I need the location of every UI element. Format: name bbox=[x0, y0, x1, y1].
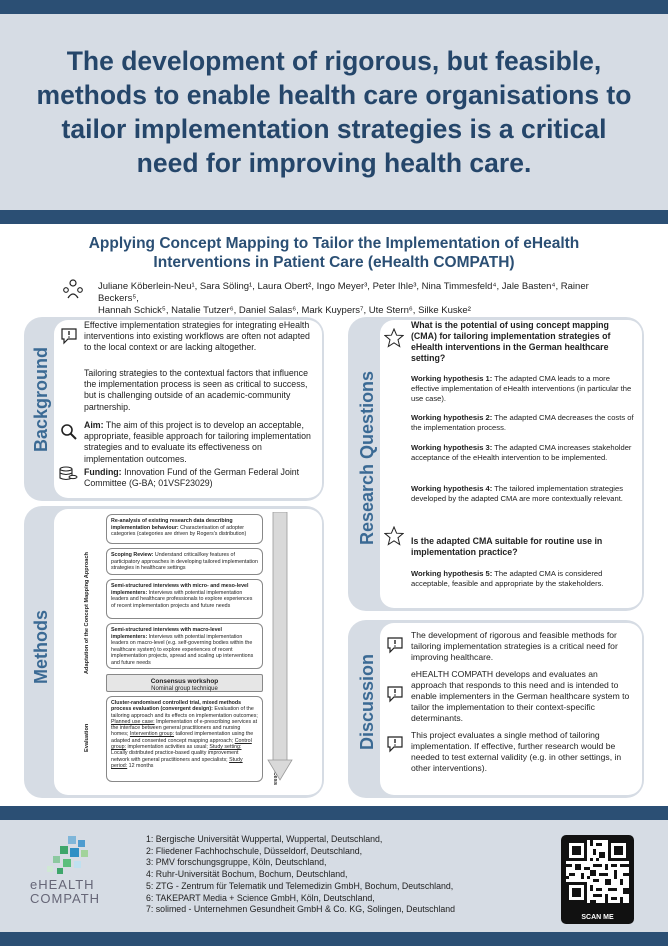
speech-bubble-icon bbox=[60, 327, 78, 345]
box1-title: Re-analysis of existing research data describing implementation behaviour: bbox=[111, 518, 233, 531]
reanalysis-box bbox=[106, 514, 263, 544]
methods-label: Methods bbox=[31, 610, 51, 684]
hypothesis-4 bbox=[411, 484, 636, 504]
divider-band bbox=[0, 210, 668, 224]
affiliations-list bbox=[146, 834, 455, 916]
consensus-workshop-box bbox=[106, 674, 263, 692]
research-question-1: What is the potential of using concept mapping (CMA) for tailoring implementation strategies of eHealth interventions in the German healthcare setting? bbox=[411, 320, 611, 363]
aim-text: The aim of this project is to develop an acceptable, appropriate, feasible approach for tailoring implementation strategies and to evaluate its effectiveness on implementation outcomes. bbox=[84, 420, 311, 464]
hypothesis-2 bbox=[411, 413, 636, 433]
star-icon bbox=[384, 526, 404, 546]
eval-text: Evaluation of the tailoring approach and its effects on implementation outcomes; bbox=[111, 706, 258, 719]
box3-text: Interviews with potential implementation leaders and healthcare professionals to explore experiences of recent implementation projects and future needs bbox=[111, 589, 253, 609]
research-question-2: Is the adapted CMA suitable for routine use in implementation practice? bbox=[411, 536, 603, 557]
background-label: Background bbox=[31, 346, 51, 452]
discussion-label: Discussion bbox=[357, 653, 377, 750]
eval-planned-text: Implementation of e-prescribing services at the interface between general practitioners and nursing homes; bbox=[111, 718, 258, 738]
hypothesis-5 bbox=[411, 569, 636, 589]
box2-text: Understand critical/key features of participatory approaches in developing tailored implementation strategies in healthcare settings bbox=[111, 552, 258, 572]
affiliation-item: 5: ZTG - Zentrum für Telematik und Telemedizin GmbH, Bochum, Deutschland, bbox=[146, 880, 454, 891]
title-line-2: Interventions in Patient Care (eHealth COMPATH) bbox=[153, 254, 515, 271]
h1-label: Working hypothesis 1: bbox=[411, 374, 493, 383]
speech-bubble-icon bbox=[386, 685, 404, 703]
hypothesis-1 bbox=[411, 374, 636, 403]
speech-bubble-icon bbox=[386, 636, 404, 654]
qr-label: SCAN ME bbox=[581, 914, 614, 921]
footer-band-top bbox=[0, 806, 668, 820]
top-band bbox=[0, 0, 668, 14]
eval-control-text: implementation activities as usual; bbox=[126, 744, 208, 751]
eval-planned-label: Planned use case: bbox=[111, 718, 155, 725]
eval-intervention-text: tailored implementation using the adapted and consented concept mapping approach; bbox=[111, 731, 254, 744]
eval-control-label: Control group: bbox=[111, 737, 252, 751]
eval-title: Cluster-randomised controlled trial, mixed methods process evaluation (convergent design): bbox=[111, 700, 242, 713]
discussion-paragraph-1: The development of rigorous and feasible methods for tailoring implementation strategies is a critical need for improving healthcare. bbox=[411, 630, 618, 662]
h3-label: Working hypothesis 3: bbox=[411, 443, 493, 452]
hero-headline: The development of rigorous, but feasible, methods to enable health care organisations to tailor implementation strategies is a critical need for improving health care. bbox=[36, 46, 632, 178]
macro-interviews-box bbox=[106, 623, 263, 669]
background-paragraph-2: Tailoring strategies to the contextual factors that influence the implementation process is seen as critical to success, but is challenging outside of an academic-community partnership. bbox=[84, 368, 308, 412]
funding-text: Innovation Fund of the German Federal Joint Committee (G-BA; 01VSF23029) bbox=[84, 467, 300, 489]
background-paragraph-1: Effective implementation strategies for integrating eHealth interventions into existing workflows are often not adapted to the local context or are lacking altogether. bbox=[84, 320, 310, 353]
speech-bubble-icon bbox=[386, 735, 404, 753]
affiliation-item: 6: TAKEPART Media + Science GmbH, Köln, Deutschland, bbox=[146, 892, 375, 903]
discussion-paragraph-2: eHEALTH COMPATH develops and evaluates an approach that responds to this need and is intended to enable implementers in the German healthcare system to tailor the implementation to their context-specific determinants. bbox=[411, 669, 630, 723]
qr-code[interactable] bbox=[561, 835, 634, 924]
poster-title bbox=[20, 234, 648, 272]
h1-text: The adapted CMA leads to a more effective implementation of eHealth interventions (in particular the use case). bbox=[411, 374, 632, 403]
eval-setting-label: Study setting: bbox=[209, 744, 242, 751]
eval-period-text: 12 months bbox=[127, 762, 154, 769]
people-icon bbox=[62, 278, 84, 300]
consensus-subtitle: Nominal group technique bbox=[151, 685, 218, 692]
consensus-title: Consensus workshop bbox=[150, 678, 219, 685]
micro-meso-interviews-box bbox=[106, 579, 263, 619]
box4-title: Semi-structured interviews with macro-level implementers: bbox=[111, 627, 222, 640]
h4-text: The tailored implementation strategies developed by the adapted CMA are more contextually relevant. bbox=[411, 484, 624, 503]
logo-line-1: eHEALTH bbox=[30, 877, 95, 892]
authors-line-2: Hannah Schick⁵, Natalie Tutzer⁶, Daniel Salas⁶, Mark Kuypers⁷, Ute Stern⁶, Silke Kuske² bbox=[98, 305, 471, 316]
process-arrow bbox=[266, 512, 294, 782]
evaluation-label: Evaluation bbox=[84, 723, 90, 752]
affiliation-item: 3: PMV forschungsgruppe, Köln, Deutschland, bbox=[146, 857, 327, 868]
adaptation-label: Adaptation of the Concept Mapping Approach bbox=[84, 552, 90, 674]
h2-text: The adapted CMA decreases the costs of the implementation process. bbox=[411, 413, 634, 432]
affiliation-item: 4: Ruhr-Universität Bochum, Bochum, Deutschland, bbox=[146, 869, 348, 880]
h4-label: Working hypothesis 4: bbox=[411, 484, 493, 493]
title-line-1: Applying Concept Mapping to Tailor the Implementation of eHealth bbox=[88, 235, 580, 252]
eval-setting-text: Locally distributed practice-based quality improvement network with general practitioners and specialists; bbox=[111, 750, 239, 763]
funding-label: Funding: bbox=[84, 467, 122, 477]
h3-text: The adapted CMA increases stakeholder acceptance of the eHealth intervention to be implemented. bbox=[411, 443, 632, 462]
h5-label: Working hypothesis 5: bbox=[411, 569, 493, 578]
logo-line-2: COMPATH bbox=[30, 891, 101, 906]
ehealth-compath-logo bbox=[44, 834, 104, 876]
discussion-paragraph-3: This project evaluates a single method of tailoring implementation. If effective, further research would be needed to test external validity (e.g. in other settings, in other interventions). bbox=[411, 730, 622, 773]
hero-banner bbox=[0, 14, 668, 210]
funding-paragraph bbox=[84, 467, 314, 489]
box2-title: Scoping Review: bbox=[111, 552, 154, 558]
footer-band-bottom bbox=[0, 932, 668, 946]
box1-text: Characterisation of adopter categories (categories are driven by Rogers's distribution) bbox=[111, 524, 247, 538]
box4-text: Interviews with potential implementation leaders on macro-level (e.g. self-governing bodies within the healthcare system) to explore experiences of recent implementation projects, spread and scaling up interventions and future needs bbox=[111, 633, 254, 666]
aim-paragraph bbox=[84, 420, 314, 465]
affiliation-item: 1: Bergische Universität Wuppertal, Wuppertal, Deutschland, bbox=[146, 834, 383, 844]
scoping-review-box bbox=[106, 548, 263, 575]
box3-title: Semi-structured interviews with micro- and meso-level implementers: bbox=[111, 583, 249, 596]
eval-period-label: Study period: bbox=[111, 756, 243, 769]
h5-text: The adapted CMA is considered acceptable, feasible and appropriate by the stakeholders. bbox=[411, 569, 604, 588]
logo-text bbox=[30, 878, 100, 906]
affiliation-item: 7: solimed - Unternehmen Gesundheit GmbH & Co. KG, Solingen, Deutschland bbox=[146, 904, 456, 915]
h2-label: Working hypothesis 2: bbox=[411, 413, 493, 422]
evaluation-box bbox=[106, 696, 263, 782]
magnifier-icon bbox=[60, 423, 78, 441]
coins-icon bbox=[58, 465, 78, 483]
star-icon bbox=[384, 328, 404, 348]
qr-pattern-icon bbox=[566, 840, 629, 903]
hypothesis-3 bbox=[411, 443, 636, 463]
aim-label: Aim: bbox=[84, 420, 104, 430]
affiliation-item: 2: Fliedener Fachhochschule, Düsseldorf, Deutschland, bbox=[146, 845, 363, 856]
authors bbox=[98, 281, 618, 317]
authors-line-1: Juliane Köberlein-Neu¹, Sara Söling¹, Laura Obert², Ingo Meyer³, Peter Ihle³, Nina Timmesfeld⁴, Jale Basten⁴, Rainer Beckers⁵, bbox=[98, 281, 589, 304]
eval-intervention-label: Intervention group: bbox=[129, 731, 175, 738]
research-questions-label: Research Questions bbox=[357, 370, 377, 545]
